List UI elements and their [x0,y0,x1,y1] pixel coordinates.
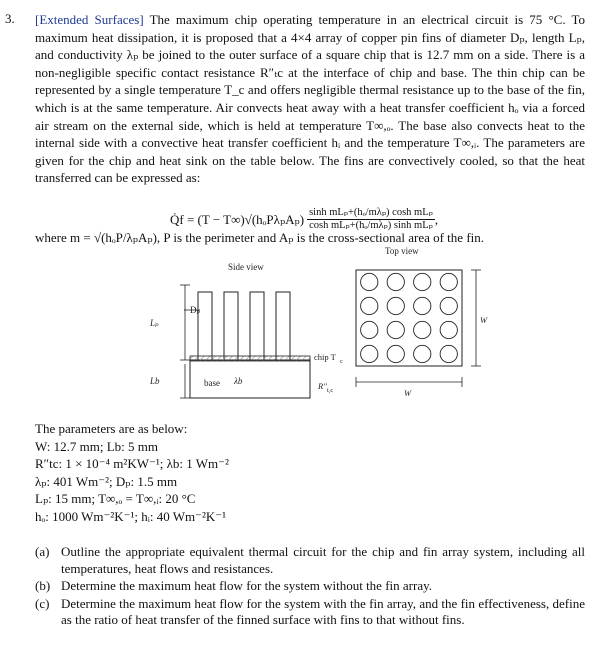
question-text: Outline the appropriate equivalent thermal circuit for the chip and fin array system, including all temperatures, heat flows and resistances. [61,544,585,576]
problem-intro: The maximum chip operating temperature in an electrical circuit is 75 °C. To maximum heat dissipation, it is proposed that a 4×4 array of copper pin fins of diameter Dₚ, length Lₚ, and conductivity λₚ be joined to the outer surface of a square chip that is 12.7 mm on a side. There is a non-negligible specific contact resistance R″ₜc at the interface of chip and base. The thin chip can be represented by a single temperature T_c and offers negligible thermal resistance up to the base of the fin, which is at the same temperature. Air convects heat away with a heat transfer coefficient hₒ via a forced air stream on the external side, which is held at temperature T∞,ₒ. The base also convects heat to the internal side with a convective heat transfer coefficient hᵢ and the temperature T∞,ᵢ. The parameters are given for the chip and heat sink on the table below. The fins are convectively cooled, so that the heat transferred can be expressed as: [35,12,586,186]
rtc-sub: t,c [327,387,334,394]
pin-fin-circle [361,321,378,338]
param-line: W: 12.7 mm; Lb: 5 mm [35,438,159,454]
formula-tail: , [434,211,439,227]
pin-fin-circle [387,345,404,362]
lp-label: Lₚ [150,318,159,328]
question-text: Determine the maximum heat flow for the system without the fin array. [61,578,432,593]
formula-lhs: Q̇f = (T − T∞)√(hₒPλₚAₚ) [170,211,305,227]
formula-denominator: cosh mLₚ+(hₒ/mλₚ) sinh mLₚ [309,220,433,231]
question-a [35,544,585,577]
fin-3 [250,292,264,360]
question-text: Determine the maximum heat flow for the system with the fin array, and the fin effectiveness, define as the ratio of heat transfer of the finned surface with fins to that without fins. [61,595,585,627]
pin-fin-circle [414,321,431,338]
pin-fin-circle [414,297,431,314]
lb-label: Lb [150,376,160,386]
question-label: (a) [35,544,50,559]
pin-fin-circle [414,273,431,290]
question-label: (b) [35,578,51,593]
pin-fin-circle [440,297,457,314]
pin-fin-circle [387,273,404,290]
problem-number: 3. [5,11,15,26]
problem-header: [Extended Surfaces] [35,12,144,27]
side-view-fins [198,292,290,360]
parameters-block [35,420,229,526]
pin-fin-circle [440,273,457,290]
question-label: (c) [35,595,50,611]
pin-fin-circle [361,345,378,362]
pin-fin-circle [387,297,404,314]
w-label-bottom: W [404,388,412,398]
top-view-label: Top view [385,246,419,256]
param-line: Lₚ: 15 mm; T∞,ₒ = T∞,ᵢ: 20 °C [35,491,196,507]
param-line: λₚ: 401 Wm⁻²; Dₚ: 1.5 mm [35,473,178,489]
side-view-label: Side view [228,262,264,272]
dp-label: Dₚ [190,305,201,315]
chip-label: chip T [314,352,336,362]
question-b [35,578,585,595]
pin-fin-circle [361,297,378,314]
pin-fin-circle [387,321,404,338]
lambda-label: λb [234,376,243,386]
chip-layer [190,356,310,361]
pin-fin-circle [361,273,378,290]
rtc-label: R″ [318,381,327,391]
param-line: hₒ: 1000 Wm⁻²K⁻¹; hᵢ: 40 Wm⁻²K⁻¹ [35,508,227,524]
formula-numerator: sinh mLₚ+(hₒ/mλₚ) cosh mLₚ [309,207,433,218]
fin-1 [198,292,212,360]
fin-4 [276,292,290,360]
parameters-heading: The parameters are as below: [35,421,188,436]
w-label-right: W [480,315,488,325]
base-label: base [204,378,220,388]
questions-list [35,544,585,630]
where-definition: where m = √(hₒP/λₚAₚ), P is the perimeter and Aₚ is the cross-sectional area of the fin. [35,230,485,245]
param-line: R″tc: 1 × 10⁻⁴ m²KW⁻¹; λb: 1 Wm⁻² [35,456,229,472]
chip-sub: c [340,358,343,365]
question-c [35,596,585,629]
pin-fin-circle [414,345,431,362]
pin-fin-circle [440,321,457,338]
fin-2 [224,292,238,360]
pin-fin-circle [440,345,457,362]
